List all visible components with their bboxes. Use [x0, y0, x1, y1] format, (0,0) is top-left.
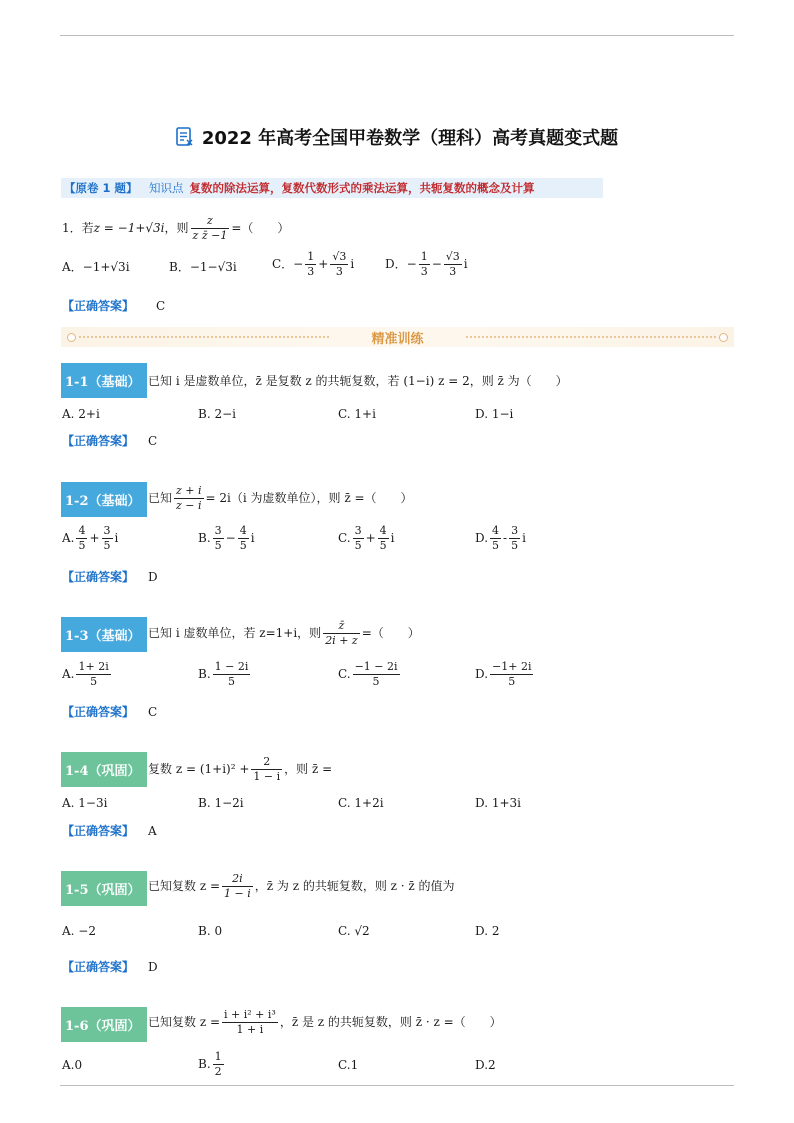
question-text: 已知复数 z = $\frac{2i}{1 - i}$ ，z̄ 为 z 的共轭复数，则 z · z̄ 的值为 — [148, 872, 455, 900]
option-b: B. $\frac{1}{2}$ — [198, 1050, 222, 1078]
top-rule — [60, 35, 734, 36]
bottom-rule — [60, 1085, 734, 1086]
knowledge-point-text: 复数的除法运算，复数代数形式的乘法运算，共轭复数的概念及计算 — [189, 181, 535, 195]
answer: 【正确答案】 D — [62, 960, 158, 974]
option-c: C．− $\frac{1}{3}$ + $\frac{√3}{3}$ i — [272, 250, 355, 278]
option-b: B. 2−i — [198, 407, 236, 421]
option-a: A．−1+√3i — [62, 260, 130, 274]
question-text: 已知 i 是虚数单位，z̄ 是复数 z 的共轭复数，若 (1−i) z = 2，则 z̄ 为（ ） — [148, 374, 568, 388]
option-a: A. $\frac{1+ 2i}{5}$ — [62, 660, 109, 688]
option-b: B. $\frac{3}{5}$ − $\frac{4}{5}$ i — [198, 524, 255, 552]
option-d: D. $\frac{-1+ 2i}{5}$ — [475, 660, 532, 688]
section-title: 精准训练 — [371, 331, 424, 347]
answer: 【正确答案】 D — [62, 570, 158, 584]
option-d: D. 1−i — [475, 407, 514, 421]
option-c: C. 1+2i — [338, 796, 384, 810]
question-badge: 1-3（基础） — [61, 617, 147, 652]
option-d: D．− $\frac{1}{3}$ − $\frac{√3}{3}$ i — [385, 250, 468, 278]
option-b: B. 1−2i — [198, 796, 244, 810]
question-badge: 1-5（巩固） — [61, 871, 147, 906]
question-badge: 1-6（巩固） — [61, 1007, 147, 1042]
section-header — [61, 327, 734, 347]
question-badge: 1-2（基础） — [61, 482, 147, 517]
option-a: A. $\frac{4}{5}$ + $\frac{3}{5}$ i — [62, 524, 119, 552]
option-d: D. 2 — [475, 924, 500, 938]
option-a: A.0 — [62, 1058, 83, 1072]
original-answer: 【正确答案】 C — [62, 299, 166, 313]
option-d: D. 1+3i — [475, 796, 521, 810]
original-question: 1．若z = −1+√3i，则 $\frac{z}{\text{z z̄ −1}}$ =（ ） — [62, 214, 290, 242]
option-b: B. 0 — [198, 924, 223, 938]
question-text: 复数 z = (1+i)² + $\frac{2}{1 - i}$ ，则 z̄ = — [148, 755, 333, 783]
question-badge: 1-1（基础） — [61, 363, 147, 398]
knowledge-point-bar — [61, 178, 603, 198]
answer: 【正确答案】 C — [62, 705, 158, 719]
option-b: B. $\frac{1 - 2i}{5}$ — [198, 660, 249, 688]
option-c: C.1 — [338, 1058, 359, 1072]
answer: 【正确答案】 A — [62, 824, 157, 838]
original-question-tag: 【原卷 1 题】 — [64, 181, 138, 195]
fraction: $\frac{z}{\text{z z̄ −1}}$ — [192, 214, 228, 242]
option-c: C. 1+i — [338, 407, 376, 421]
question-badge: 1-4（巩固） — [61, 752, 147, 787]
option-d: D. $\frac{4}{5}$ - $\frac{3}{5}$ i — [475, 524, 526, 552]
option-c: C. √2 — [338, 924, 370, 938]
answer: 【正确答案】 C — [62, 434, 158, 448]
option-b: B．−1−√3i — [169, 260, 237, 274]
option-d: D.2 — [475, 1058, 496, 1072]
question-text: 已知 i 虚数单位，若 z=1+i，则 $\frac{z̄}{2i + z}$ =（ ） — [148, 619, 420, 647]
option-a: A. 1−3i — [62, 796, 108, 810]
option-c: C. $\frac{-1 - 2i}{5}$ — [338, 660, 398, 688]
option-a: A. −2 — [62, 924, 96, 938]
option-c: C. $\frac{3}{5}$ + $\frac{4}{5}$ i — [338, 524, 395, 552]
question-text: 已知复数 z = $\frac{\text{i + i² + i³}}{1 + i}$ ，z̄ 是 z 的共轭复数，则 z̄ · z =（ ） — [148, 1008, 502, 1036]
option-a: A. 2+i — [62, 407, 100, 421]
question-text: 已知 $\frac{z + i}{z - i}$ = 2i（i 为虚数单位），则 z̄ =（ ） — [148, 484, 413, 512]
document-icon — [176, 127, 194, 152]
knowledge-point-label: 知识点 — [149, 181, 184, 195]
page-title: 2022 年高考全国甲卷数学（理科）高考真题变式题 — [0, 124, 794, 152]
